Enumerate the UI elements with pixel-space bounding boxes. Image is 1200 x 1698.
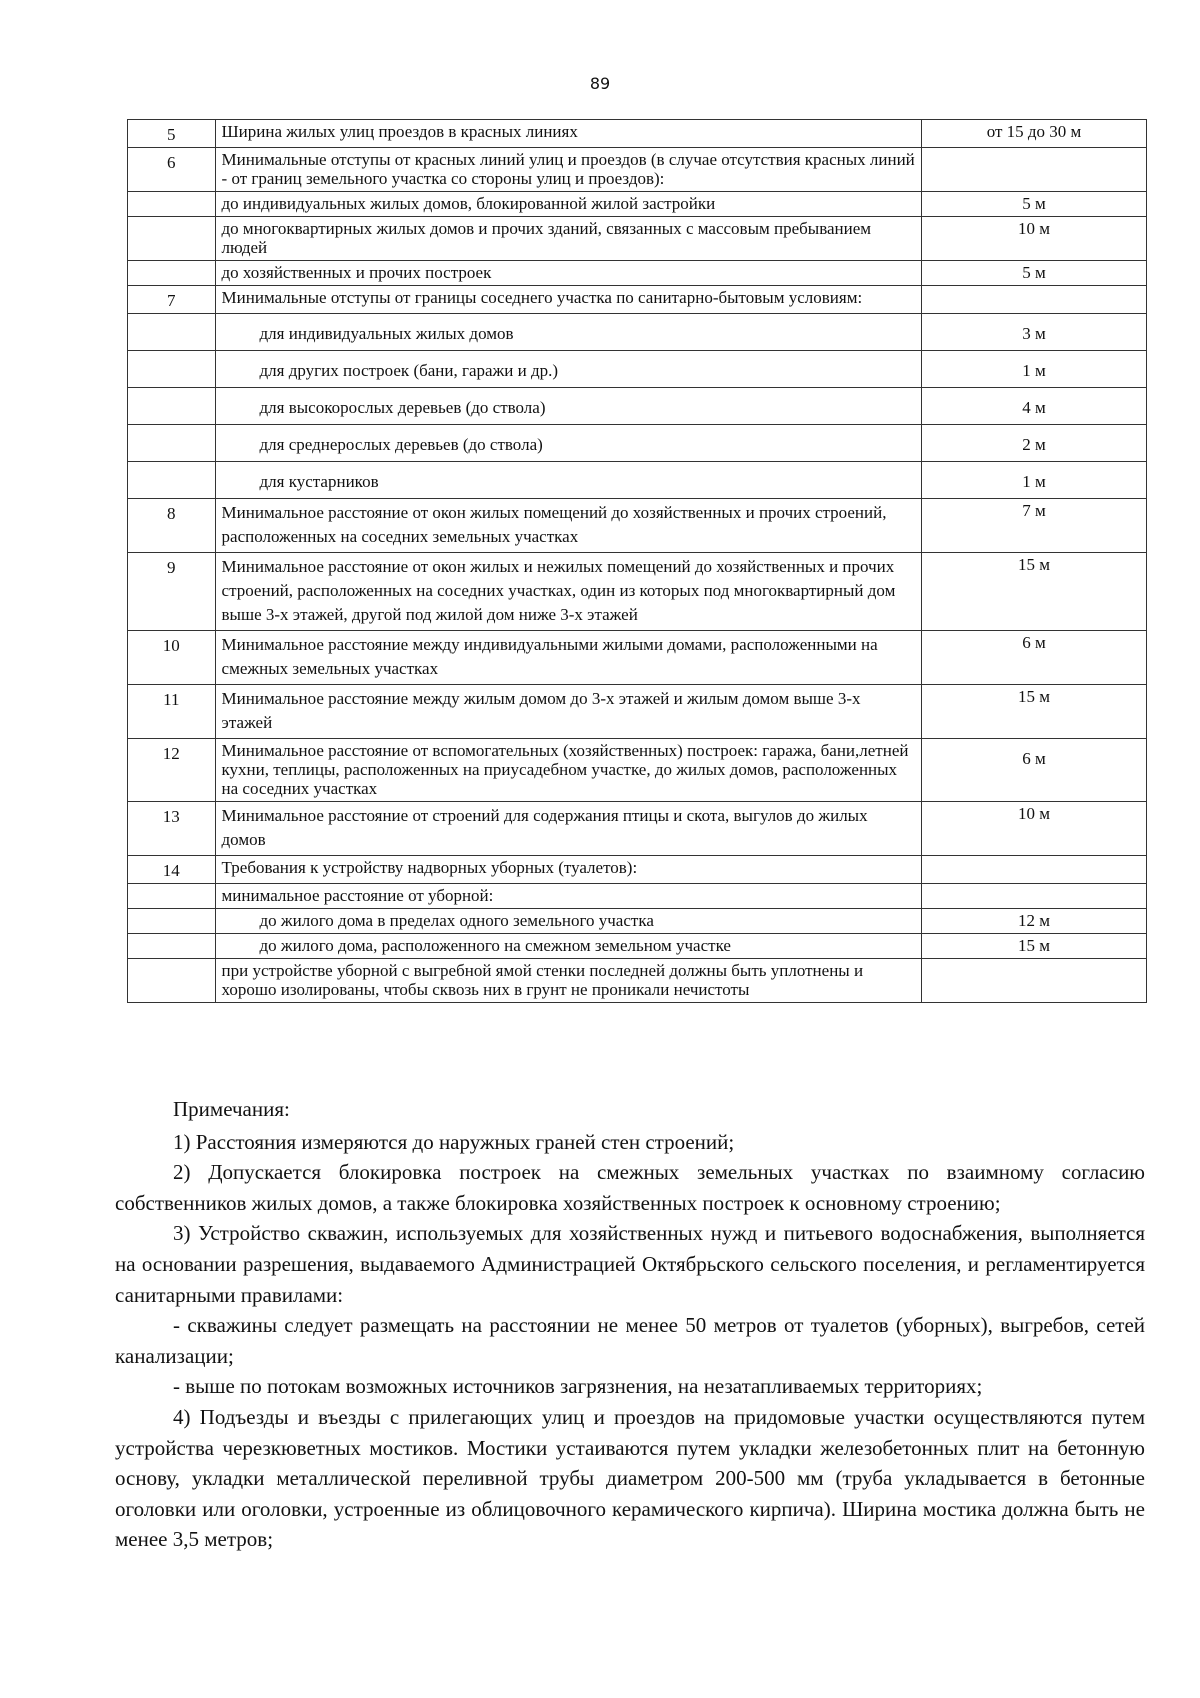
requirement-value-cell: 5 м <box>922 261 1147 286</box>
requirement-value-cell <box>922 856 1147 884</box>
row-number-cell <box>128 217 216 261</box>
note-paragraph: 2) Допускается блокировка построек на смежных земельных участках по взаимному согласию собственников жилых домов, а также блокировка хозяйственных построек к основному строению; <box>115 1160 1145 1215</box>
table-row <box>128 120 1147 148</box>
requirement-value-cell <box>922 884 1147 909</box>
row-number-cell: 11 <box>128 685 216 739</box>
table-row <box>128 351 1147 388</box>
requirement-value-cell: 7 м <box>922 499 1147 553</box>
table-row <box>128 959 1147 1003</box>
requirement-value-cell: 10 м <box>922 802 1147 856</box>
row-number-cell: 14 <box>128 856 216 884</box>
requirement-value-cell: 12 м <box>922 909 1147 934</box>
requirement-text-cell: минимальное расстояние от уборной: <box>215 884 921 909</box>
requirement-text-cell: до жилого дома, расположенного на смежном земельном участке <box>215 934 921 959</box>
row-number-cell: 13 <box>128 802 216 856</box>
row-number-cell <box>128 959 216 1003</box>
requirement-value-cell <box>922 959 1147 1003</box>
requirement-value-cell: 1 м <box>922 462 1147 499</box>
row-number-cell: 9 <box>128 553 216 631</box>
table-row <box>128 934 1147 959</box>
requirement-text-cell: для кустарников <box>215 462 921 499</box>
requirements-table-body <box>128 120 1147 1003</box>
table-row <box>128 314 1147 351</box>
row-number-cell <box>128 314 216 351</box>
requirement-text-cell: до жилого дома в пределах одного земельного участка <box>215 909 921 934</box>
requirement-text-cell: Ширина жилых улиц проездов в красных линиях <box>215 120 921 148</box>
requirement-value-cell: 15 м <box>922 553 1147 631</box>
table-row <box>128 802 1147 856</box>
requirement-text-cell: до многоквартирных жилых домов и прочих зданий, связанных с массовым пребыванием людей <box>215 217 921 261</box>
note-paragraph: 4) Подъезды и въезды с прилегающих улиц и проездов на придомовые участки осуществляются путем устройства черезкюветных мостиков. Мостики устаиваются путем укладки железобетонных плит на бетонную основу, укладки металлической переливной трубы диаметром 200-500 мм (труба укладывается в бетонные оголовки или оголовки, устроенные из облицовочного керамического кирпича). Ширина мостика должна быть не менее 3,5 метров; <box>115 1404 1145 1552</box>
row-number-cell <box>128 388 216 425</box>
requirement-text-cell: при устройстве уборной с выгребной ямой стенки последней должны быть уплотнены и хорошо изолированы, чтобы сквозь них в грунт не проникали нечистоты <box>215 959 921 1003</box>
requirement-value-cell: 1 м <box>922 351 1147 388</box>
requirement-text-cell: до хозяйственных и прочих построек <box>215 261 921 286</box>
row-number-cell: 10 <box>128 631 216 685</box>
note-paragraph: - скважины следует размещать на расстоянии не менее 50 метров от туалетов (уборных), выгребов, сетей канализации; <box>115 1313 1145 1368</box>
row-number-cell <box>128 192 216 217</box>
table-row <box>128 884 1147 909</box>
table-row <box>128 286 1147 314</box>
requirement-value-cell: 6 м <box>922 631 1147 685</box>
requirement-value-cell: от 15 до 30 м <box>922 120 1147 148</box>
requirement-value-cell: 15 м <box>922 934 1147 959</box>
requirements-table <box>127 119 1147 1003</box>
notes-heading: Примечания: <box>173 1097 290 1121</box>
row-number-cell: 6 <box>128 148 216 192</box>
note-paragraph: 1) Расстояния измеряются до наружных граней стен строений; <box>173 1129 735 1154</box>
table-row <box>128 192 1147 217</box>
table-row <box>128 217 1147 261</box>
requirement-text-cell: для среднерослых деревьев (до ствола) <box>215 425 921 462</box>
requirement-text-cell: для индивидуальных жилых домов <box>215 314 921 351</box>
requirement-text-cell: для высокорослых деревьев (до ствола) <box>215 388 921 425</box>
requirement-value-cell: 2 м <box>922 425 1147 462</box>
table-row <box>128 148 1147 192</box>
table-row <box>128 631 1147 685</box>
requirement-text-cell: Минимальные отступы от границы соседнего участка по санитарно-бытовым условиям: <box>215 286 921 314</box>
row-number-cell <box>128 425 216 462</box>
row-number-cell: 7 <box>128 286 216 314</box>
requirement-value-cell: 3 м <box>922 314 1147 351</box>
row-number-cell <box>128 351 216 388</box>
row-number-cell: 12 <box>128 739 216 802</box>
row-number-cell: 5 <box>128 120 216 148</box>
requirement-value-cell: 4 м <box>922 388 1147 425</box>
requirement-text-cell: Требования к устройству надворных уборных (туалетов): <box>215 856 921 884</box>
table-row <box>128 856 1147 884</box>
requirement-text-cell: Минимальное расстояние от окон жилых помещений до хозяйственных и прочих строений, расположенных на соседних земельных участках <box>215 499 921 553</box>
notes-section <box>115 1094 1145 1555</box>
row-number-cell <box>128 884 216 909</box>
table-row <box>128 739 1147 802</box>
table-row <box>128 425 1147 462</box>
requirement-value-cell <box>922 148 1147 192</box>
requirement-text-cell: для других построек (бани, гаражи и др.) <box>215 351 921 388</box>
row-number-cell <box>128 934 216 959</box>
table-row <box>128 553 1147 631</box>
requirement-text-cell: Минимальные отступы от красных линий улиц и проездов (в случае отсутствия красных линий - от границ земельного участка со стороны улиц и проездов): <box>215 148 921 192</box>
page-number: 89 <box>589 74 611 93</box>
requirement-value-cell: 5 м <box>922 192 1147 217</box>
table-row <box>128 462 1147 499</box>
table-row <box>128 499 1147 553</box>
requirement-value-cell: 10 м <box>922 217 1147 261</box>
requirement-value-cell: 6 м <box>922 739 1147 802</box>
requirement-value-cell: 15 м <box>922 685 1147 739</box>
note-paragraph: 3) Устройство скважин, используемых для хозяйственных нужд и питьевого водоснабжения, выполняется на основании разрешения, выдаваемого Администрацией Октябрьского сельского поселения, и регламентируется санитарными правилами: <box>115 1221 1145 1307</box>
table-row <box>128 909 1147 934</box>
requirement-text-cell: Минимальное расстояние от окон жилых и нежилых помещений до хозяйственных и прочих строений, расположенных на соседних участках, один из которых под многоквартирный дом выше 3-х этажей, другой под жилой дом ниже 3-х этажей <box>215 553 921 631</box>
table-row <box>128 388 1147 425</box>
row-number-cell: 8 <box>128 499 216 553</box>
row-number-cell <box>128 462 216 499</box>
requirement-text-cell: Минимальное расстояние между индивидуальными жилыми домами, расположенными на смежных земельных участках <box>215 631 921 685</box>
requirement-text-cell: до индивидуальных жилых домов, блокированной жилой застройки <box>215 192 921 217</box>
requirement-value-cell <box>922 286 1147 314</box>
row-number-cell <box>128 909 216 934</box>
requirement-text-cell: Минимальное расстояние от строений для содержания птицы и скота, выгулов до жилых домов <box>215 802 921 856</box>
requirement-text-cell: Минимальное расстояние от вспомогательных (хозяйственных) построек: гаража, бани,летней кухни, теплицы, расположенных на приусадебном участке, до жилых домов, расположенных на соседних участках <box>215 739 921 802</box>
note-paragraph: - выше по потокам возможных источников загрязнения, на незатапливаемых территориях; <box>173 1374 983 1399</box>
row-number-cell <box>128 261 216 286</box>
requirement-text-cell: Минимальное расстояние между жилым домом до 3-х этажей и жилым домом выше 3-х этажей <box>215 685 921 739</box>
table-row <box>128 685 1147 739</box>
table-row <box>128 261 1147 286</box>
